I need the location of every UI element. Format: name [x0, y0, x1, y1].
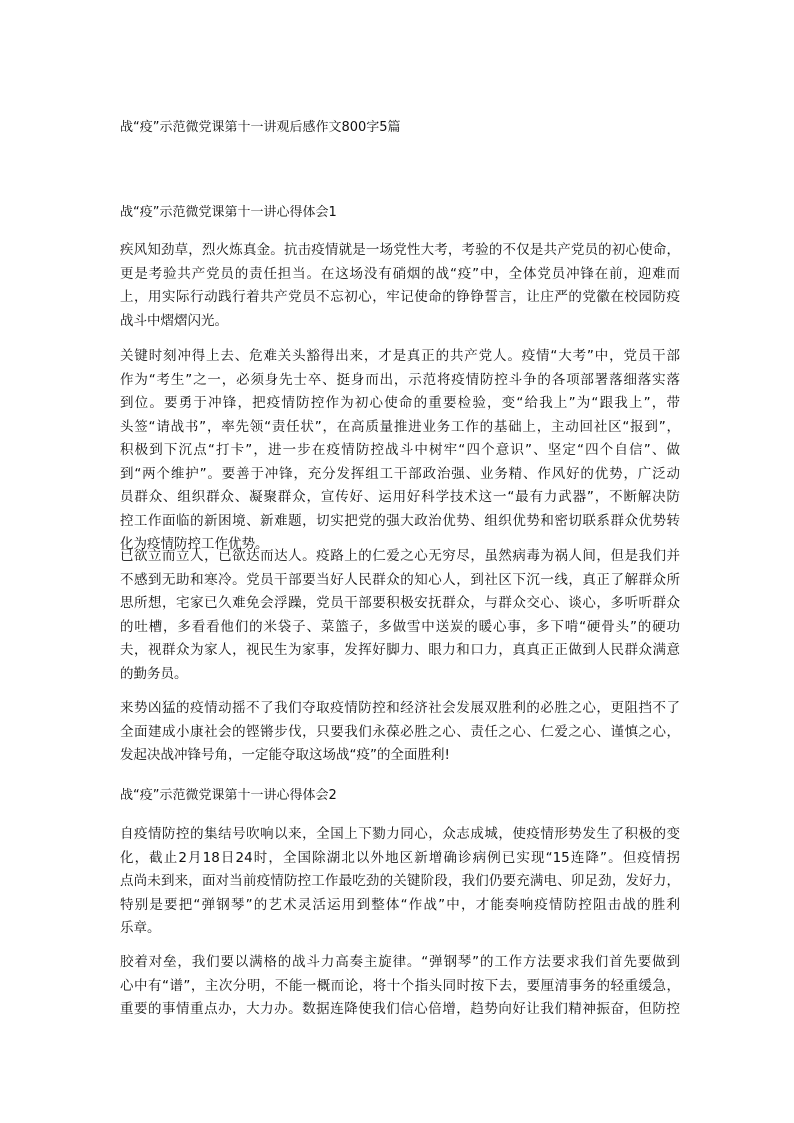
text-line: 乐章。 — [120, 920, 161, 936]
text-line: 关键时刻冲得上去、危难关头豁得出来，才是真正的共产党人。疫情“大考”中，党员干部 — [120, 348, 680, 364]
text-line: 更是考验共产党员的责任担当。在这场没有硝烟的战“疫”中，全体党员冲锋在前，迎难而 — [120, 265, 680, 282]
text-line: 点尚未到来，面对当前疫情防控工作最吃劲的关键阶段，我们仍要充满电、卯足劲，发好力， — [120, 873, 680, 889]
section-heading-2: 战“疫”示范微党课第十一讲心得体会2 — [120, 788, 337, 803]
text-line: 战斗中熠熠闪光。 — [120, 312, 228, 329]
text-line: 员群众、组织群众、凝聚群众，宣传好、运用好科学技术这一“最有力武器”，不断解决防 — [120, 489, 680, 505]
paragraph-2-1 — [120, 823, 680, 941]
text-line: 不感到无助和寒冷。党员干部要当好人民群众的知心人，到社区下沉一线，真正了解群众所 — [120, 571, 680, 588]
text-line: 到位。要勇于冲锋，把疫情防控作为初心使命的重要检验，变“给我上”为“跟我上”，带 — [120, 395, 680, 411]
paragraph-2-2 — [120, 951, 680, 1022]
text-line: 特别是要把“弹钢琴”的艺术灵活运用到整体“作战”中，才能奏响疫情防控阻击战的胜利 — [120, 896, 680, 913]
text-line: 重要的事情重点办，大力办。数据连降使我们信心倍增，趋势向好让我们精神振奋，但防控 — [120, 1001, 680, 1017]
text-line: 的勤务员。 — [120, 665, 188, 682]
text-line: 自疫情防控的集结号吹响以来，全国上下勠力同心，众志成城，使疫情形势发生了积极的变 — [120, 826, 680, 842]
text-line: 发起决战冲锋号角，一定能夺取这场战“疫”的全面胜利! — [120, 747, 450, 763]
text-line: 积极到下沉点“打卡”，进一步在疫情防控战斗中树牢“四个意识”、坚定“四个自信”、做 — [120, 442, 680, 458]
text-line: 上，用实际行动践行着共产党员不忘初心，牢记使命的铮铮誓言，让庄严的党徽在校园防疫 — [120, 289, 680, 305]
text-line: 的吐槽，多看看他们的米袋子、菜篮子，多做雪中送炭的暖心事，多下啃“硬骨头”的硬功 — [120, 618, 680, 635]
text-line: 全面建成小康社会的铿锵步伐，只要我们永葆必胜之心、责任之心、仁爱之心、谨慎之心， — [120, 723, 680, 740]
text-line: 心中有“谱”，主次分明，不能一概而论，将十个指头同时按下去，要厘清事务的轻重缓急， — [120, 977, 680, 994]
text-line: 作为“考生”之一，必须身先士卒、挺身而出，示范将疫情防控斗争的各项部署落细落实落 — [120, 371, 680, 388]
text-line: 胶着对垒，我们要以满格的战斗力高奏主旋律。“弹钢琴”的工作方法要求我们首先要做到 — [120, 954, 680, 970]
paragraph-1-2 — [120, 345, 680, 557]
paragraph-1-1 — [120, 239, 680, 333]
text-line: 疾风知劲草，烈火炼真金。抗击疫情就是一场党性大考，考验的不仅是共产党员的初心使命， — [120, 242, 680, 258]
text-line: 到“两个维护”。要善于冲锋，充分发挥组工干部政治强、业务精、作风好的优势，广泛动 — [120, 465, 680, 482]
text-line: 化为疫情防控工作优势。 — [120, 536, 269, 552]
section-heading-1: 战“疫”示范微党课第十一讲心得体会1 — [120, 205, 337, 220]
text-line: 思所想，宅家已久难免会浮躁，党员干部要积极安抚群众，与群众交心、谈心，多听听群众 — [120, 595, 680, 611]
text-line: 已欲立而立人，已欲达而达人。疫路上的仁爱之心无穷尽，虽然病毒为祸人间，但是我们并 — [120, 548, 680, 564]
text-line: 化，截止2月18日24时，全国除湖北以外地区新增确诊病例已实现“15连降”。但疫情拐 — [120, 849, 680, 866]
paragraph-1-3 — [120, 545, 680, 686]
text-line: 头签“请战书”，率先领“责任状”，在高质量推进业务工作的基础上，主动回社区“报到”， — [120, 418, 680, 435]
text-line: 夫，视群众为家人，视民生为家事，发挥好脚力、眼力和口力，真真正正做到人民群众满意 — [120, 642, 680, 658]
text-line: 来势凶猛的疫情动摇不了我们夺取疫情防控和经济社会发展双胜利的必胜之心，更阻挡不了 — [120, 700, 680, 716]
paragraph-1-4 — [120, 697, 680, 768]
document-title: 战“疫”示范微党课第十一讲观后感作文800字5篇 — [120, 120, 401, 135]
text-line: 控工作面临的新困境、新难题，切实把党的强大政治优势、组织优势和密切联系群众优势转 — [120, 512, 680, 529]
